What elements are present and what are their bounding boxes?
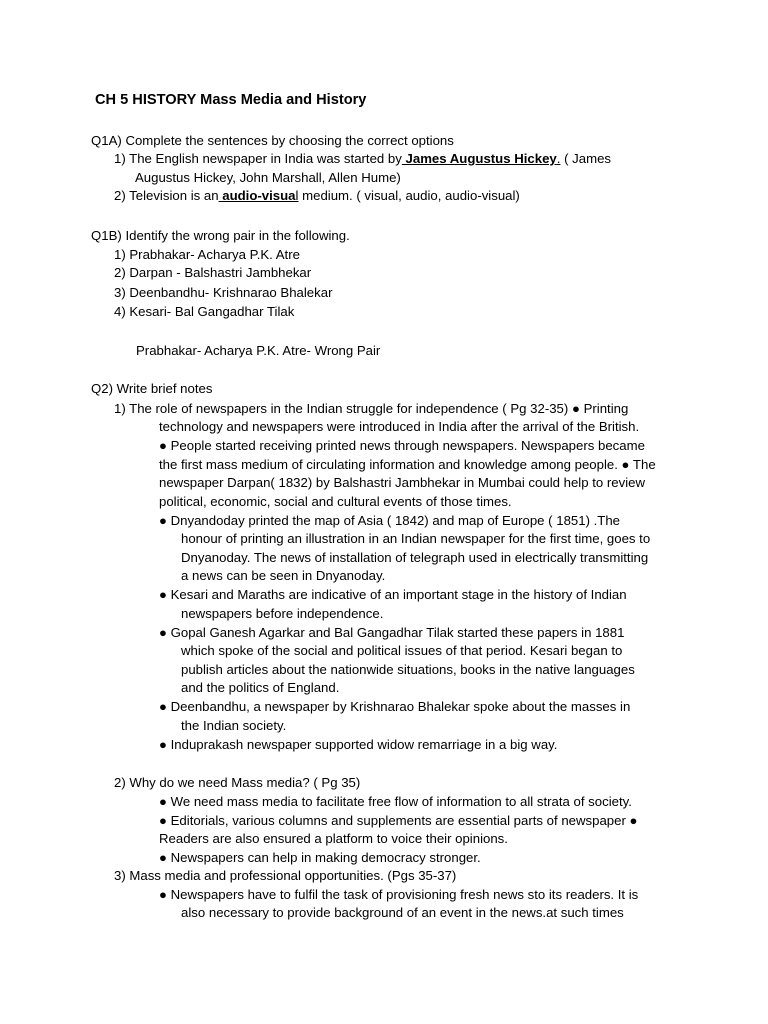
note-2-line: ● We need mass media to facilitate free flow of information to all strata of society. [159, 794, 632, 809]
note-3-line: ● Newspapers have to fulfil the task of provisioning fresh news sto its readers. It is [159, 887, 639, 902]
q1a-item-1 [114, 150, 611, 168]
note-1-line: newspaper Darpan( 1832) by Balshastri Jambhekar in Mumbai could help to review [159, 475, 645, 490]
note-1-line: ● Deenbandhu, a newspaper by Krishnarao Bhalekar spoke about the masses in [159, 699, 631, 714]
q1a-item-1-dot: . [556, 151, 561, 166]
note-1-line: which spoke of the social and political issues of that period. Kesari began to [181, 643, 623, 658]
q1b-answer: Prabhakar- Acharya P.K. Atre- Wrong Pair [136, 343, 381, 358]
q1a-heading: Q1A) Complete the sentences by choosing the correct options [91, 133, 454, 148]
note-1-line: 1) The role of newspapers in the Indian struggle for independence ( Pg 32-35) ● Printing [114, 401, 629, 416]
note-3-line: also necessary to provide background of an event in the news.at such times [181, 905, 624, 920]
note-1-line: ● Induprakash newspaper supported widow remarriage in a big way. [159, 737, 558, 752]
q1b-option: 3) Deenbandhu- Krishnarao Bhalekar [114, 285, 333, 300]
q2-heading: Q2) Write brief notes [91, 381, 213, 396]
note-2-line: ● Editorials, various columns and supplements are essential parts of newspaper ● [159, 813, 638, 828]
note-1-line: a news can be seen in Dnyanoday. [181, 568, 386, 583]
q1b-option: 4) Kesari- Bal Gangadhar Tilak [114, 304, 295, 319]
q1a-item-1-options: ( James [560, 151, 611, 166]
q1a-item-2-answer-tail: l [295, 188, 299, 203]
q1a-item-1-answer: James Augustus Hickey [401, 151, 557, 166]
note-1-line: technology and newspapers were introduced in India after the arrival of the British. [159, 419, 640, 434]
note-1-line: newspapers before independence. [181, 606, 384, 621]
note-1-line: ● People started receiving printed news through newspapers. Newspapers became [159, 438, 645, 453]
note-1-line: ● Gopal Ganesh Agarkar and Bal Gangadhar Tilak started these papers in 1881 [159, 625, 625, 640]
q1a-item-2-text: 2) Television is an [114, 188, 219, 203]
note-1-line: political, economic, social and cultural events of those times. [159, 494, 512, 509]
note-1-line: Dnyanoday. The news of installation of telegraph used in electrically transmitting [181, 550, 649, 565]
q1a-item-2 [114, 187, 520, 205]
note-1-line: the first mass medium of circulating information and knowledge among people. ● The [159, 457, 656, 472]
q1a-item-2-options: medium. ( visual, audio, audio-visual) [298, 188, 520, 203]
q1a-item-2-answer: audio-visua [218, 188, 296, 203]
q1b-heading: Q1B) Identify the wrong pair in the following. [91, 228, 350, 243]
q1a-item-1-line2: Augustus Hickey, John Marshall, Allen Hume) [135, 170, 401, 185]
note-1-line: ● Kesari and Maraths are indicative of an important stage in the history of Indian [159, 587, 627, 602]
note-3-line: 3) Mass media and professional opportunities. (Pgs 35-37) [114, 868, 457, 883]
page-title: CH 5 HISTORY Mass Media and History [95, 92, 367, 108]
note-1-line: publish articles about the nationwide situations, books in the native languages [181, 662, 635, 677]
note-2-line: ● Newspapers can help in making democracy stronger. [159, 850, 481, 865]
q1b-option: 1) Prabhakar- Acharya P.K. Atre [114, 247, 300, 262]
note-2-line: Readers are also ensured a platform to voice their opinions. [159, 831, 508, 846]
note-1-line: honour of printing an illustration in an Indian newspaper for the first time, goes to [181, 531, 651, 546]
note-2-line: 2) Why do we need Mass media? ( Pg 35) [114, 775, 361, 790]
note-1-line: and the politics of England. [181, 680, 340, 695]
q1b-option: 2) Darpan - Balshastri Jambhekar [114, 265, 312, 280]
note-1-line: the Indian society. [181, 718, 287, 733]
note-1-line: ● Dnyandoday printed the map of Asia ( 1842) and map of Europe ( 1851) .The [159, 513, 621, 528]
q1a-item-1-text: 1) The English newspaper in India was started by [114, 151, 402, 166]
